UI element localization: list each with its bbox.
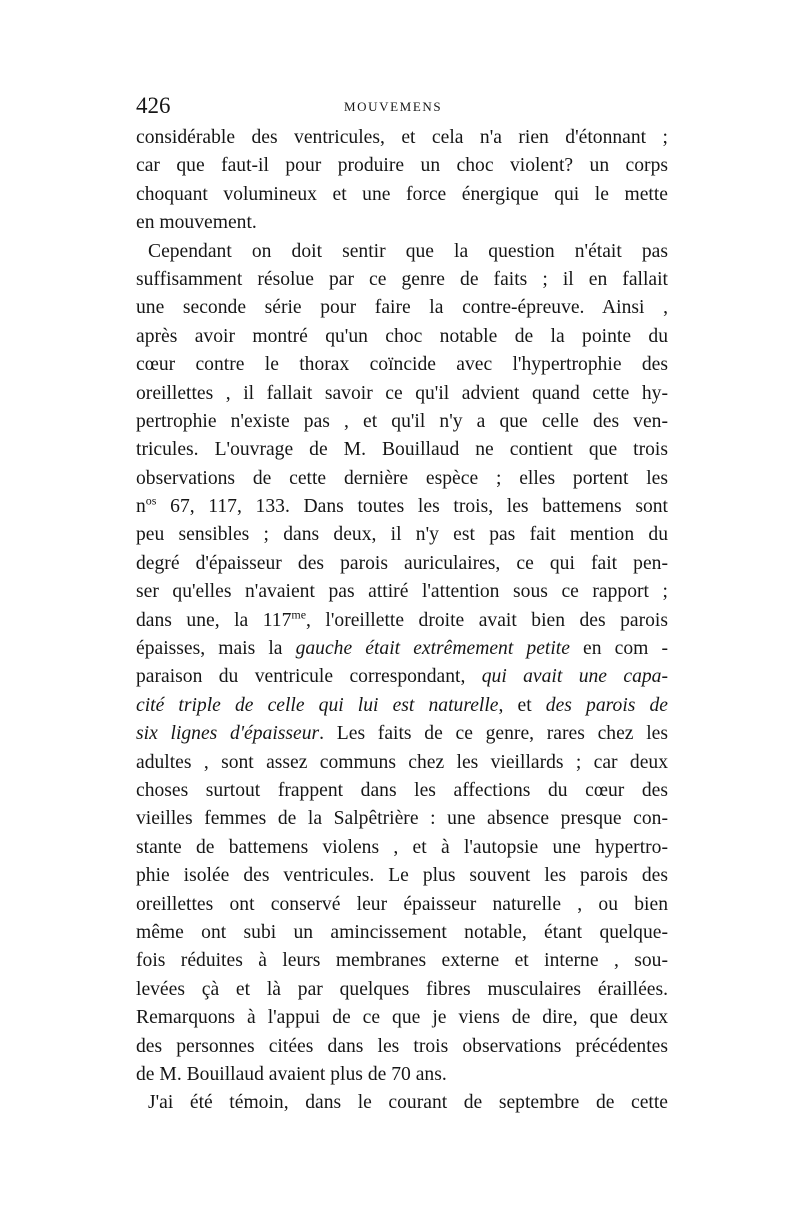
text-line: tricules. L'ouvrage de M. Bouillaud ne contient que trois xyxy=(136,439,668,461)
text-line: observations de cette dernière espèce ; elles portent les xyxy=(136,467,668,489)
page-number: 426 xyxy=(136,93,171,118)
text-run: , l'oreillette droite avait bien des parois xyxy=(306,609,668,631)
text-run: dans une, la 117 xyxy=(136,609,292,631)
text-line: oreillettes , il fallait savoir ce qu'il advient quand cette hy- xyxy=(136,382,668,404)
text-line: cœur contre le thorax coïncide avec l'hypertrophie des xyxy=(136,354,668,376)
text-line: car que faut-il pour produire un choc violent? un corps xyxy=(136,155,668,177)
text-run: en com - xyxy=(569,638,668,660)
text-run: paraison du ventricule correspondant, xyxy=(136,666,482,688)
text-line: après avoir montré qu'un choc notable de la pointe du xyxy=(136,325,668,347)
page-header xyxy=(136,92,668,122)
superscript: os xyxy=(145,493,157,508)
italic-run: qui avait une capa- xyxy=(481,666,668,688)
text-line: peu sensibles ; dans deux, il n'y est pas fait mention du xyxy=(136,524,668,546)
text-line: stante de battemens violens , et à l'autopsie une hypertro- xyxy=(136,836,668,858)
text-line: vieilles femmes de la Salpêtrière : une absence presque con- xyxy=(136,808,668,830)
text-line: choses surtout frappent dans les affections du cœur des xyxy=(136,779,668,801)
body-text xyxy=(136,124,668,1118)
text-run: 67, 117, 133. Dans toutes les trois, les battemens sont xyxy=(156,496,668,518)
italic-run: gauche était extrêmement petite xyxy=(295,638,570,660)
text-run: n xyxy=(136,496,146,518)
text-line: oreillettes ont conservé leur épaisseur naturelle , ou bien xyxy=(136,893,668,915)
italic-run: cité triple de celle qui lui est naturelle xyxy=(136,694,499,716)
text-run: . Les faits de ce genre, rares chez les xyxy=(319,723,668,745)
text-line: Remarquons à l'appui de ce que je viens de dire, que deux xyxy=(136,1007,668,1029)
text-line: fois réduites à leurs membranes externe et interne , sou- xyxy=(136,950,668,972)
text-run: , et xyxy=(498,694,546,716)
text-line: phie isolée des ventricules. Le plus souvent les parois des xyxy=(136,865,668,887)
text-line: pertrophie n'existe pas , et qu'il n'y a que celle des ven- xyxy=(136,410,668,432)
text-line: choquant volumineux et une force énergique qui le mette xyxy=(136,183,668,205)
text-line: considérable des ventricules, et cela n'a rien d'étonnant ; xyxy=(136,127,668,148)
italic-run: des parois de xyxy=(545,694,668,716)
text-line: une seconde série pour faire la contre-épreuve. Ainsi , xyxy=(136,297,668,319)
text-line: en mouvement. xyxy=(136,212,257,234)
text-run: épaisses, mais la xyxy=(136,638,296,660)
running-head: MOUVEMENS xyxy=(344,99,443,114)
superscript: me xyxy=(291,607,307,622)
text-line xyxy=(136,607,668,635)
italic-run: six lignes d'épaisseur xyxy=(136,723,320,745)
text-line: degré d'épaisseur des parois auriculaires, ce qui fait pen- xyxy=(136,552,668,574)
text-line: levées çà et là par quelques fibres musculaires éraillées. xyxy=(136,978,668,1000)
text-line: des personnes citées dans les trois observations précédentes xyxy=(136,1035,668,1057)
text-line: ser qu'elles n'avaient pas attiré l'attention sous ce rapport ; xyxy=(136,581,668,603)
text-line: de M. Bouillaud avaient plus de 70 ans. xyxy=(136,1063,447,1085)
text-line: même ont subi un amincissement notable, étant quelque- xyxy=(136,921,668,943)
text-line: J'ai été témoin, dans le courant de septembre de cette xyxy=(148,1092,668,1114)
text-line xyxy=(136,635,668,663)
text-line xyxy=(136,720,668,748)
text-line xyxy=(136,692,668,720)
text-line: suffisamment résolue par ce genre de faits ; il en fallait xyxy=(136,268,668,290)
text-line xyxy=(136,493,668,521)
text-line: adultes , sont assez communs chez les vieillards ; car deux xyxy=(136,751,668,773)
text-line xyxy=(136,663,668,691)
text-line: Cependant on doit sentir que la question n'était pas xyxy=(148,240,668,262)
